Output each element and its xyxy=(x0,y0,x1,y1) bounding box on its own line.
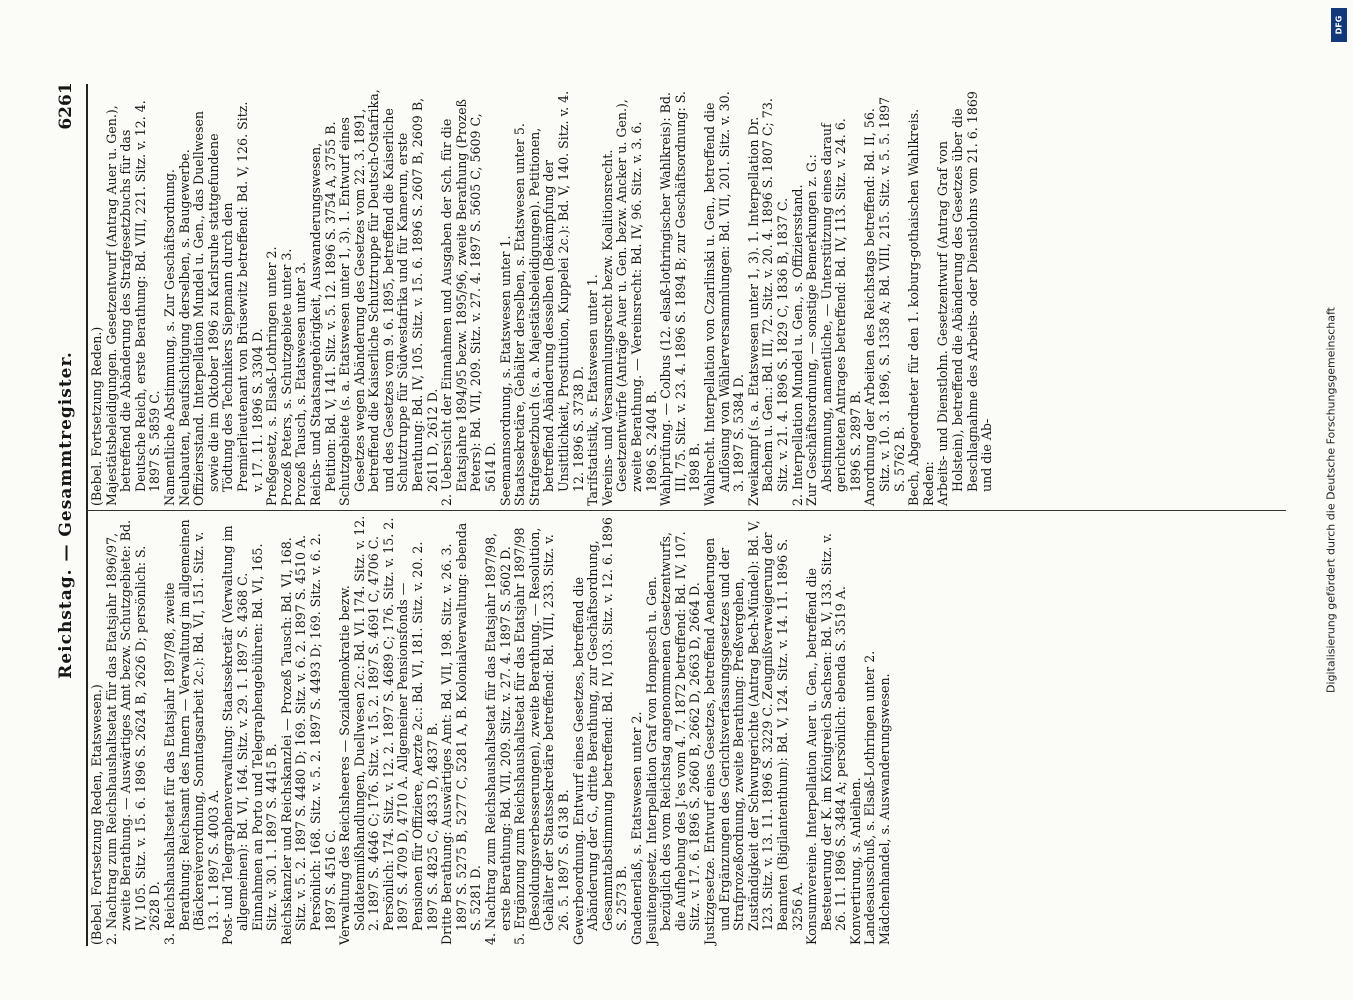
credit-text: Digitalisierung gefördert durch die Deutsche Forschungsgemeinschaft xyxy=(1324,307,1338,693)
right-entry: Prozeß Peters, s. Schutzgebiete unter 3. xyxy=(278,248,294,506)
right-entry: Strafgesetzbuch (s. a. Majestätsbeleidigungen). Petitionen, betreffend Abänderung desselben (Bekämpfung der Unsittlichkeit, Prostitution, Kuppelei 2c.): Bd. V, 140. Sitz. v. 4. 12. 1896 S. 3738 D. xyxy=(526,90,586,506)
right-entry: Prozeß Tausch, s. Etatswesen unter 3. xyxy=(293,261,309,506)
left-entry: 5. Ergänzung zum Reichshaushaltsetat für das Etatsjahr 1897/98 (Besoldungsverbesserungen), zweite Berathung. — Resolution, Gehälter der Staatssekretäre betreffend: Bd. VIII, 233. Sitz. v. 26. 5. 1897 S. 6138 B. xyxy=(512,527,571,945)
left-entry: Reichskanzler und Reichskanzlei — Prozeß Tausch: Bd. VI, 168. Sitz. v. 5. 2. 1897 S. 4480 D; 169. Sitz. v. 6. 2. 1897 S. 4510 A. Persönlich: 168. Sitz. v. 5. 2. 1897 S. 4493 D; 169. Sitz. v. 6. 2. 1897 S. 4516 C. xyxy=(278,533,338,945)
left-entry: Dritte Berathung: Auswärtiges Amt: Bd. VII, 198. Sitz. v. 26. 3. 1897 S. 5275 B, 5277 C, 5281 A, B. Kolonialverwaltung: ebenda S. 5281 D. xyxy=(439,522,484,945)
left-entry: Konvertirung, s. Anleihen. xyxy=(847,777,863,945)
left-column-region xyxy=(88,512,1288,948)
right-entry: Reden: xyxy=(920,461,936,506)
right-entry: Tarifstatistik, s. Etatswesen unter 1. xyxy=(585,274,601,506)
right-entry: Staatssekretäre, Gehälter derselben, s. Etatswesen unter 5. xyxy=(512,123,528,506)
right-entry: Bech, Abgeordneter für den 1. koburg-gothaischen Wahlkreis. xyxy=(906,108,922,506)
running-header xyxy=(55,80,77,950)
left-entry: Konsumvereine. Interpellation Auer u. Gen., betreffend die Besteuerung der K. im Königreich Sachsen: Bd. V, 133. Sitz. v. 26. 11. 1896 S. 3484 A; persönlich: ebenda S. 3519 A. xyxy=(804,533,849,945)
left-entry: Landesausschuß, s. Elsaß-Lothringen unter 2. xyxy=(862,650,878,945)
running-title: Reichstag. — Gesammtregister. xyxy=(56,351,76,679)
page-number-text: 6261 xyxy=(56,82,76,130)
right-entry: Preßgesetz, s. Elsaß-Lothringen unter 2. xyxy=(264,246,280,506)
dfg-logo xyxy=(1331,8,1347,42)
left-entry: Post- und Telegraphenverwaltung: Staatssekretär (Verwaltung im allgemeinen): Bd. VI, 164. Sitz. v. 29. 1. 1897 S. 4368 C. Einnahmen an Porto und Telegraphengebühren: Bd. VI, 165. Sitz. v. 30. 1. 1897 S. 4415 B. xyxy=(220,525,280,945)
left-entry: (Bebel. Fortsetzung Reden, Etatswesen.) xyxy=(89,684,104,945)
right-column xyxy=(90,88,1286,506)
right-entry: Wahlrecht. Interpellation von Czarlinski u. Gen., betreffend die Auflösung von Wählerversammlungen: Bd. VII, 201. Sitz. v. 30. 3. 1897 S. 5384 D. xyxy=(701,91,747,506)
left-entry: Justizgesetze. Entwurf eines Gesetzes, betreffend Aenderungen und Ergänzungen des Gerichtsverfassungsgesetzes und der Strafprozeßordnung, zweite Berathung: Preßvergehen, Zuständigkeit der Schwurgerichte (Antrag Bech-Mündel): Bd. V, 123. Sitz. v. 13. 11. 1896 S. 3229 C. Zeugnißverweigerung der Beamten (Bigilantenthum): Bd. V, 124. Sitz. v. 14. 11. 1896 S. 3256 A. xyxy=(701,520,805,945)
left-entry: 2. Nachtrag zum Reichshaushaltsetat für das Etatsjahr 1896/97, zweite Berathung. — Auswärtiges Amt bezw. Schutzgebiete: Bd. IV, 105. Sitz. v. 15. 6. 1896 S. 2624 B, 2626 D; persönlich: S. 2628 D. xyxy=(103,519,163,945)
right-entry: Zur Geschäftsordnung, — sonstige Bemerkungen z. G.: Abstimmung, namentliche, — Unterstützung eines darauf gerichteten Antrages betreffend: Bd. IV, 113. Sitz. v. 24. 6. 1896 S. 2897 B. xyxy=(804,118,863,506)
right-entry: Wahlprüfung. — Colbus (12. elsaß-lothringischer Wahlkreis): Bd. III, 75. Sitz. v. 23. 4. 1896 S. 1894 B; zur Geschäftsordnung: S. 1898 B. xyxy=(658,91,703,506)
right-entry: 2. Uebersicht der Einnahmen und Ausgaben der Sch. für die Etatsjahre 1894/95 bezw. 1895/96, zweite Berathung (Prozeß Peters): Bd. VII, 209. Sitz. v. 27. 4. 1897 S. 5605 C, 5609 C, 5614 D. xyxy=(439,99,499,506)
left-entry: 3. Reichshaushaltsetat für das Etatsjahr 1897/98, zweite Berathung: Reichsamt des Innern — Verwaltung im allgemeinen (Bäckereiverordnung, Sonntagsarbeit 2c.): Bd. VI, 151. Sitz. v. 13. 1. 1897 S. 4003 A. xyxy=(161,519,221,945)
left-entry: 4. Nachtrag zum Reichshaushaltsetat für das Etatsjahr 1897/98, erste Berathung: Bd. VII, 209. Sitz. v. 27. 4. 1897 S. 5602 D. xyxy=(483,532,513,945)
page-number xyxy=(55,82,77,130)
left-entry: Mädchenhandel, s. Auswanderungswesen. xyxy=(877,673,893,945)
left-entry: Gnadenerlaß, s. Etatswesen unter 2. xyxy=(628,711,644,945)
left-entry: Jesuitengesetz. Interpellation Graf von Hompesch u. Gen. bezüglich des vom Reichstag angenommenen Gesetzentwurfs, die Aufhebung des J.'es vom 4. 7. 1872 betreffend: Bd. IV, 107. Sitz. v. 17. 6. 1896 S. 2660 B, 2662 D, 2663 D, 2664 D. xyxy=(643,531,703,945)
right-entry: Schutzgebiete (s. a. Etatswesen unter 1, 3). 1. Entwurf eines Gesetzes wegen Abänderung des Gesetzes vom 22. 3. 1891, betreffend die Kaiserliche Schutztruppe für Deutsch-Ostafrika, und des Gesetzes vom 9. 6. 1895, betreffend die Kaiserliche Schutztruppe für Südwestafrika und für Kamerun, erste Berathung: Bd. IV, 105. Sitz. v. 15. 6. 1896 S. 2607 B, 2609 B, 2611 D, 2612 D. xyxy=(337,89,440,506)
left-entry: Verwaltung des Reichsheeres — Sozialdemokratie bezw. Soldatenmißhandlungen, Duellwesen 2c.: Bd. VI. 174. Sitz. v. 12. 2. 1897 S. 4646 C; 176. Sitz. v. 15. 2. 1897 S. 4691 C, 4706 C. Persönlich: 174. Sitz. v. 12. 2. 1897 S. 4689 C; 176. Sitz. v. 15. 2. 1897 S. 4709 D, 4710 A. Allgemeiner Pensionsfonds — Pensionen für Offiziere, Aerzte 2c.: Bd. VI, 181. Sitz. v. 20. 2. 1897 S. 4825 C, 4833 D, 4837 B. xyxy=(337,515,440,945)
right-entry: Vereins- und Versammlungsrecht bezw. Koalitionsrecht. Gesetzentwürfe (Anträge Auer u. Gen. bezw. Ancker u. Gen.), zweite Berathung. — Vereinsrecht: Bd. IV, 96. Sitz. v. 3. 6. 1896 S. 2404 B. xyxy=(599,99,659,506)
right-entry: Offiziersstand. Interpellation Mundel u. Gen., das Duellwesen sowie die im Oktober 1896 zu Karlsruhe stattgefundene Tödtung des Technikers Siepmann durch den Premierlieutenant von Brüsewitz betreffend: Bd. V, 126. Sitz. v. 17. 11. 1896 S. 3304 D. xyxy=(191,101,265,506)
right-entry: Seemannsordnung, s. Etatswesen unter 1. xyxy=(497,235,513,506)
column-divider xyxy=(86,510,1286,511)
right-entry: Arbeits- und Dienstlohn. Gesetzentwurf (Antrag Graf von Holstein), betreffend die Abänderung des Gesetzes über die Beschlagnahme des Arbeits- oder Dienstlohns vom 21. 6. 1869 und die Ab- xyxy=(935,91,995,506)
right-entry: Neubauten, Beaufsichtigung derselben, s. Baugewerbe. xyxy=(176,149,192,506)
left-entry: Gewerbeordnung. Entwurf eines Gesetzes, betreffend die Abänderung der G., dritte Berathung, zur Geschäftsordnung, Gesammtabstimmung betreffend: Bd. IV, 103. Sitz. v. 12. 6. 1896 S. 2573 B. xyxy=(570,517,630,945)
right-entry: Anordnung der Arbeiten des Reichstags betreffend: Bd. II, 56. Sitz. v. 10. 3. 1896, S. 1358 A; Bd. VIII, 215. Sitz. v. 5. 5. 1897 S. 5762 B. xyxy=(862,96,907,506)
right-entry: 2. Interpellation Mundel u. Gen., s. Offiziersstand. xyxy=(789,184,805,506)
right-entry: Reichs- und Staatsangehörigkeit, Auswanderungswesen, Petition: Bd. V, 141. Sitz. v. 5. 12. 1896 S. 3754 A, 3755 B. xyxy=(307,121,338,506)
left-column xyxy=(90,515,1286,945)
right-entry: Majestätsbeleidigungen. Gesetzentwurf (Antrag Auer u. Gen.), betreffend die Abänderung des Strafgesetzbuchs für das Deutsche Reich, erste Berathung: Bd. VIII, 221. Sitz. v. 12. 4. 1897 S. 5859 C. xyxy=(103,100,163,506)
right-column-region xyxy=(88,86,1288,508)
dfg-logo-text: DFG xyxy=(1334,15,1344,35)
right-entry: Zweikampf (s. a. Etatswesen unter 1, 3). 1. Interpellation Dr. Bachem u. Gen.: Bd. III, 72. Sitz. v. 20. 4. 1896 S. 1807 C; 73. Sitz. v. 21. 4. 1896 S. 1829 C, 1836 B, 1837 C. xyxy=(745,98,790,506)
right-entry: Namentliche Abstimmung, s. Zur Geschäftsordnung. xyxy=(161,169,177,506)
digitization-credit xyxy=(1318,8,1344,992)
right-entry: (Bebel. Fortsetzung Reden.) xyxy=(89,326,104,506)
